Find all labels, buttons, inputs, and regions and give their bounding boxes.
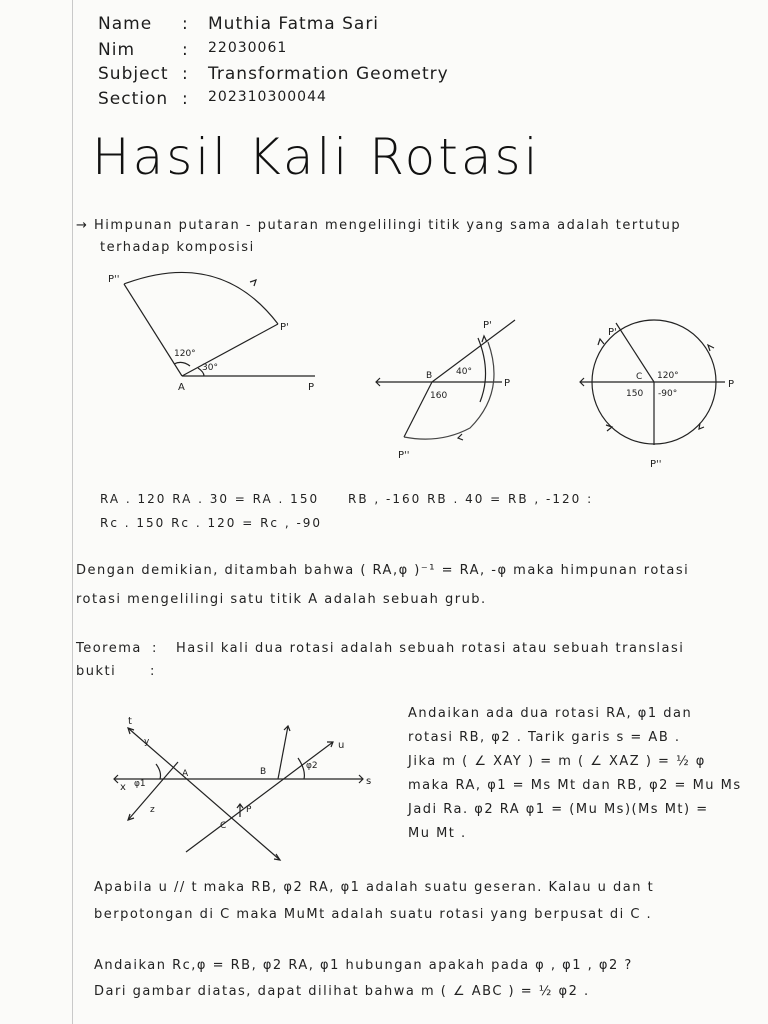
formula-line-1a: RA . 120 RA . 30 = RA . 150 [100, 492, 320, 506]
label-x: x [120, 782, 126, 793]
label-p: P [728, 379, 735, 390]
proof-text-line-1: Andaikan ada dua rotasi RA, φ1 dan [408, 706, 693, 721]
angle-30: 30° [202, 363, 218, 373]
label-p-double-prime: P'' [650, 459, 662, 470]
name-value: Muthia Fatma Sari [208, 14, 380, 34]
angle-120: 120° [174, 349, 196, 359]
label-b: B [426, 371, 433, 381]
proof-text-line-4: maka RA, φ1 = Ms Mt dan RB, φ2 = Mu Ms [408, 778, 742, 793]
label-p: P [308, 382, 315, 393]
proof-text-line-6: Mu Mt . [408, 826, 467, 841]
proof-text-line-3: Jika m ( ∠ XAY ) = m ( ∠ XAZ ) = ½ φ [408, 754, 706, 769]
colon: : [182, 14, 189, 34]
proof-text-line-2: rotasi RB, φ2 . Tarik garis s = AB . [408, 730, 681, 745]
colon: : [182, 64, 189, 84]
proof-label: bukti [76, 664, 117, 679]
label-b: B [260, 767, 267, 777]
angle-160: 160 [430, 391, 448, 401]
label-s: s [366, 776, 372, 787]
colon: : [182, 40, 189, 60]
theorem-text: Hasil kali dua rotasi adalah sebuah rotasi atau sebuah translasi [176, 641, 685, 656]
label-a: A [178, 382, 185, 393]
formula-line-1b: RB , -160 RB . 40 = RB , -120 : [348, 492, 594, 506]
para3-line-2: Dari gambar diatas, dapat dilihat bahwa m ( ∠ ABC ) = ½ φ2 . [94, 984, 590, 999]
label-c: C [220, 821, 227, 831]
proof-text-line-5: Jadi Ra. φ2 RA φ1 = (Mu Ms)(Ms Mt) = [408, 802, 709, 817]
label-p-prime: P' [483, 320, 492, 331]
label-phi1: φ1 [134, 779, 146, 789]
rotation-figure-2 [370, 312, 530, 467]
formula-line-2: Rc . 150 Rc . 120 = Rc , -90 [100, 516, 323, 530]
label-c: C [636, 372, 643, 382]
page-margin-line [72, 0, 73, 1024]
section-value: 202310300044 [208, 89, 327, 105]
angle-40: 40° [456, 367, 472, 377]
name-label: Name [98, 14, 153, 34]
label-t: t [128, 716, 132, 727]
angle-120: 120° [657, 371, 679, 381]
intro-line-1: → Himpunan putaran - putaran mengelilingi titik yang sama adalah tertutup [76, 218, 682, 233]
label-p-prime: P' [608, 327, 617, 338]
colon: : [150, 664, 156, 679]
para3-line-1: Andaikan Rc,φ = RB, φ2 RA, φ1 hubungan apakah pada φ , φ1 , φ2 ? [94, 958, 633, 973]
composition-figure [108, 712, 378, 867]
intro-line-2: terhadap komposisi [100, 240, 255, 255]
label-p-prime: P' [280, 322, 289, 333]
label-p: P [504, 378, 511, 389]
label-z: z [150, 805, 155, 815]
label-p-double-prime: P'' [108, 274, 120, 285]
subject-label: Subject [98, 64, 169, 84]
para1-line-1: Dengan demikian, ditambah bahwa ( RA,φ )⁻¹ = RA, -φ maka himpunan rotasi [76, 563, 690, 578]
label-y: y [144, 737, 150, 747]
label-phi2: φ2 [306, 761, 318, 771]
angle-150: 150 [626, 389, 644, 399]
para2-line-1: Apabila u // t maka RB, φ2 RA, φ1 adalah suatu geseran. Kalau u dan t [94, 880, 655, 895]
page-title: Hasil Kali Rotasi [92, 128, 541, 186]
label-p-double-prime: P'' [398, 450, 410, 461]
subject-value: Transformation Geometry [208, 64, 449, 84]
rotation-figure-1 [90, 268, 340, 398]
label-u: u [338, 740, 345, 751]
para1-line-2: rotasi mengelilingi satu titik A adalah sebuah grub. [76, 592, 487, 607]
nim-value: 22030061 [208, 40, 288, 56]
label-p: P [246, 805, 252, 815]
angle-minus-90: -90° [658, 389, 678, 399]
theorem-label: Teorema [76, 641, 142, 656]
label-a: A [182, 769, 189, 779]
section-label: Section [98, 89, 169, 109]
nim-label: Nim [98, 40, 135, 60]
rotation-figure-3 [570, 305, 745, 475]
colon: : [152, 641, 158, 656]
colon: : [182, 89, 189, 109]
para2-line-2: berpotongan di C maka MuMt adalah suatu rotasi yang berpusat di C . [94, 907, 653, 922]
